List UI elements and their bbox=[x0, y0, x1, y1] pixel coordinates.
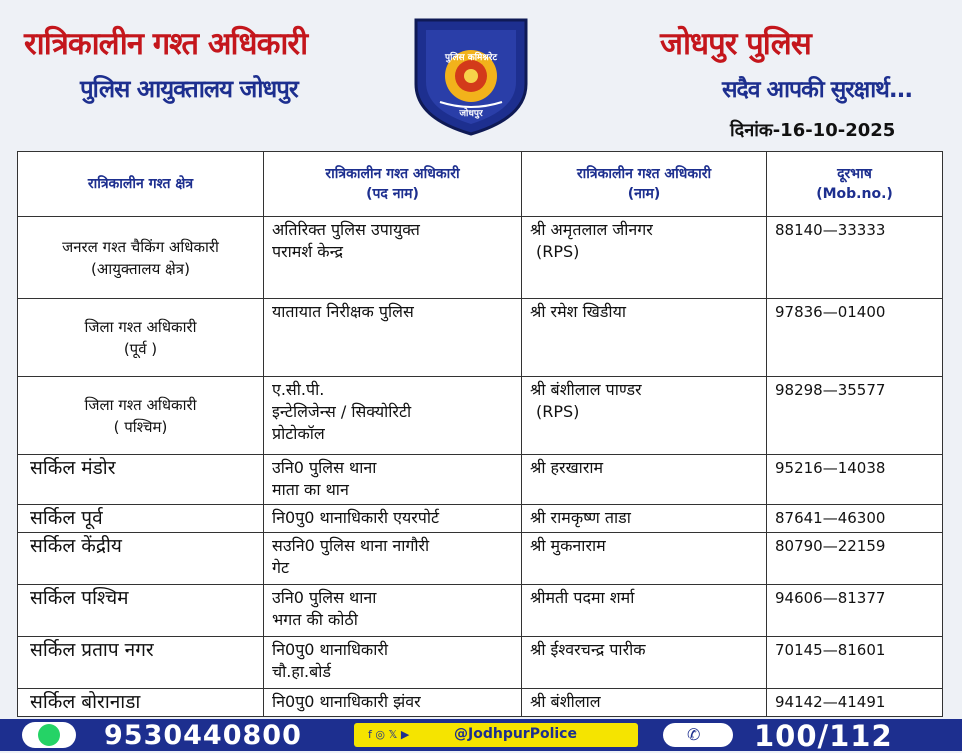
phone-cell[interactable]: 94142—41491 bbox=[767, 689, 943, 717]
brand-tagline: सदैव आपकी सुरक्षार्थ... bbox=[722, 77, 913, 103]
post-cell: ए.सी.पी. इन्टेलिजेन्स / सिक्योरिटी प्रोटोकॉल bbox=[264, 377, 522, 455]
area-cell: जिला गश्त अधिकारी ( पश्चिम) bbox=[18, 377, 264, 455]
phone-cell[interactable]: 95216—14038 bbox=[767, 455, 943, 505]
table-row bbox=[18, 299, 943, 377]
area-cell: सर्किल केंद्रीय bbox=[18, 533, 264, 585]
brand-title: जोधपुर पुलिस bbox=[660, 26, 811, 62]
name-cell: श्री हरखाराम bbox=[522, 455, 767, 505]
phone-cell[interactable]: 87641—46300 bbox=[767, 505, 943, 533]
name-cell: श्री मुकनाराम bbox=[522, 533, 767, 585]
whatsapp-icon[interactable] bbox=[22, 722, 76, 748]
header-post: रात्रिकालीन गश्त अधिकारी (पद नाम) bbox=[264, 152, 522, 217]
header-name: रात्रिकालीन गश्त अधिकारी (नाम) bbox=[522, 152, 767, 217]
page-subtitle: पुलिस आयुक्तालय जोधपुर bbox=[80, 75, 298, 103]
header-area: रात्रिकालीन गश्त क्षेत्र bbox=[18, 152, 264, 217]
page-header bbox=[0, 0, 962, 150]
phone-call-icon[interactable]: ✆ bbox=[663, 723, 733, 747]
area-cell: जनरल गश्त चैकिंग अधिकारी (आयुक्तालय क्षेत्र) bbox=[18, 217, 264, 299]
patrol-officer-table bbox=[17, 151, 943, 717]
phone-cell[interactable]: 97836—01400 bbox=[767, 299, 943, 377]
badge-shield-icon bbox=[410, 14, 532, 138]
name-cell: श्री बंशीलाल पाण्डर (RPS) bbox=[522, 377, 767, 455]
table-row bbox=[18, 689, 943, 717]
badge-bottom-text: जोधपुर bbox=[459, 109, 483, 119]
name-cell: श्री ईश्वरचन्द्र पारीक bbox=[522, 637, 767, 689]
badge-top-text: पुलिस कमिश्नरेट bbox=[445, 53, 497, 63]
phone-cell[interactable]: 88140—33333 bbox=[767, 217, 943, 299]
post-cell: अतिरिक्त पुलिस उपायुक्त परामर्श केन्द्र bbox=[264, 217, 522, 299]
table-row bbox=[18, 455, 943, 505]
area-cell: सर्किल पश्चिम bbox=[18, 585, 264, 637]
roster-date: दिनांक-16-10-2025 bbox=[730, 120, 896, 141]
page-title: रात्रिकालीन गश्त अधिकारी bbox=[24, 26, 308, 62]
post-cell: सउनि0 पुलिस थाना नागौरी गेट bbox=[264, 533, 522, 585]
name-cell: श्रीमती पदमा शर्मा bbox=[522, 585, 767, 637]
phone-cell[interactable]: 80790—22159 bbox=[767, 533, 943, 585]
phone-cell[interactable]: 70145—81601 bbox=[767, 637, 943, 689]
name-cell: श्री अमृतलाल जीनगर (RPS) bbox=[522, 217, 767, 299]
whatsapp-number[interactable]: 9530440800 bbox=[104, 720, 302, 751]
header-phone: दूरभाष (Mob.no.) bbox=[767, 152, 943, 217]
post-cell: यातायात निरीक्षक पुलिस bbox=[264, 299, 522, 377]
post-cell: नि0पु0 थानाधिकारी एयरपोर्ट bbox=[264, 505, 522, 533]
name-cell: श्री बंशीलाल bbox=[522, 689, 767, 717]
table-row bbox=[18, 505, 943, 533]
police-badge-logo bbox=[410, 14, 532, 138]
phone-cell[interactable]: 98298—35577 bbox=[767, 377, 943, 455]
area-cell: सर्किल प्रताप नगर bbox=[18, 637, 264, 689]
helpline-number[interactable]: 100/112 bbox=[754, 719, 893, 753]
table-row bbox=[18, 637, 943, 689]
area-cell: सर्किल बोरानाडा bbox=[18, 689, 264, 717]
post-cell: नि0पु0 थानाधिकारी चौ.हा.बोर्ड bbox=[264, 637, 522, 689]
table-row bbox=[18, 217, 943, 299]
social-handle-bar[interactable] bbox=[354, 723, 638, 747]
area-cell: जिला गश्त अधिकारी (पूर्व ) bbox=[18, 299, 264, 377]
phone-cell[interactable]: 94606—81377 bbox=[767, 585, 943, 637]
post-cell: उनि0 पुलिस थाना माता का थान bbox=[264, 455, 522, 505]
table-row bbox=[18, 533, 943, 585]
social-handle[interactable]: @JodhpurPolice bbox=[454, 726, 577, 742]
contact-footer bbox=[0, 719, 962, 751]
area-cell: सर्किल पूर्व bbox=[18, 505, 264, 533]
name-cell: श्री रमेश खिडीया bbox=[522, 299, 767, 377]
table-header-row bbox=[18, 152, 943, 217]
table-row bbox=[18, 585, 943, 637]
social-media-icons: f ◎ 𝕏 ▶ bbox=[368, 728, 410, 741]
area-cell: सर्किल मंडोर bbox=[18, 455, 264, 505]
table-row bbox=[18, 377, 943, 455]
post-cell: नि0पु0 थानाधिकारी झंवर bbox=[264, 689, 522, 717]
post-cell: उनि0 पुलिस थाना भगत की कोठी bbox=[264, 585, 522, 637]
name-cell: श्री रामकृष्ण ताडा bbox=[522, 505, 767, 533]
